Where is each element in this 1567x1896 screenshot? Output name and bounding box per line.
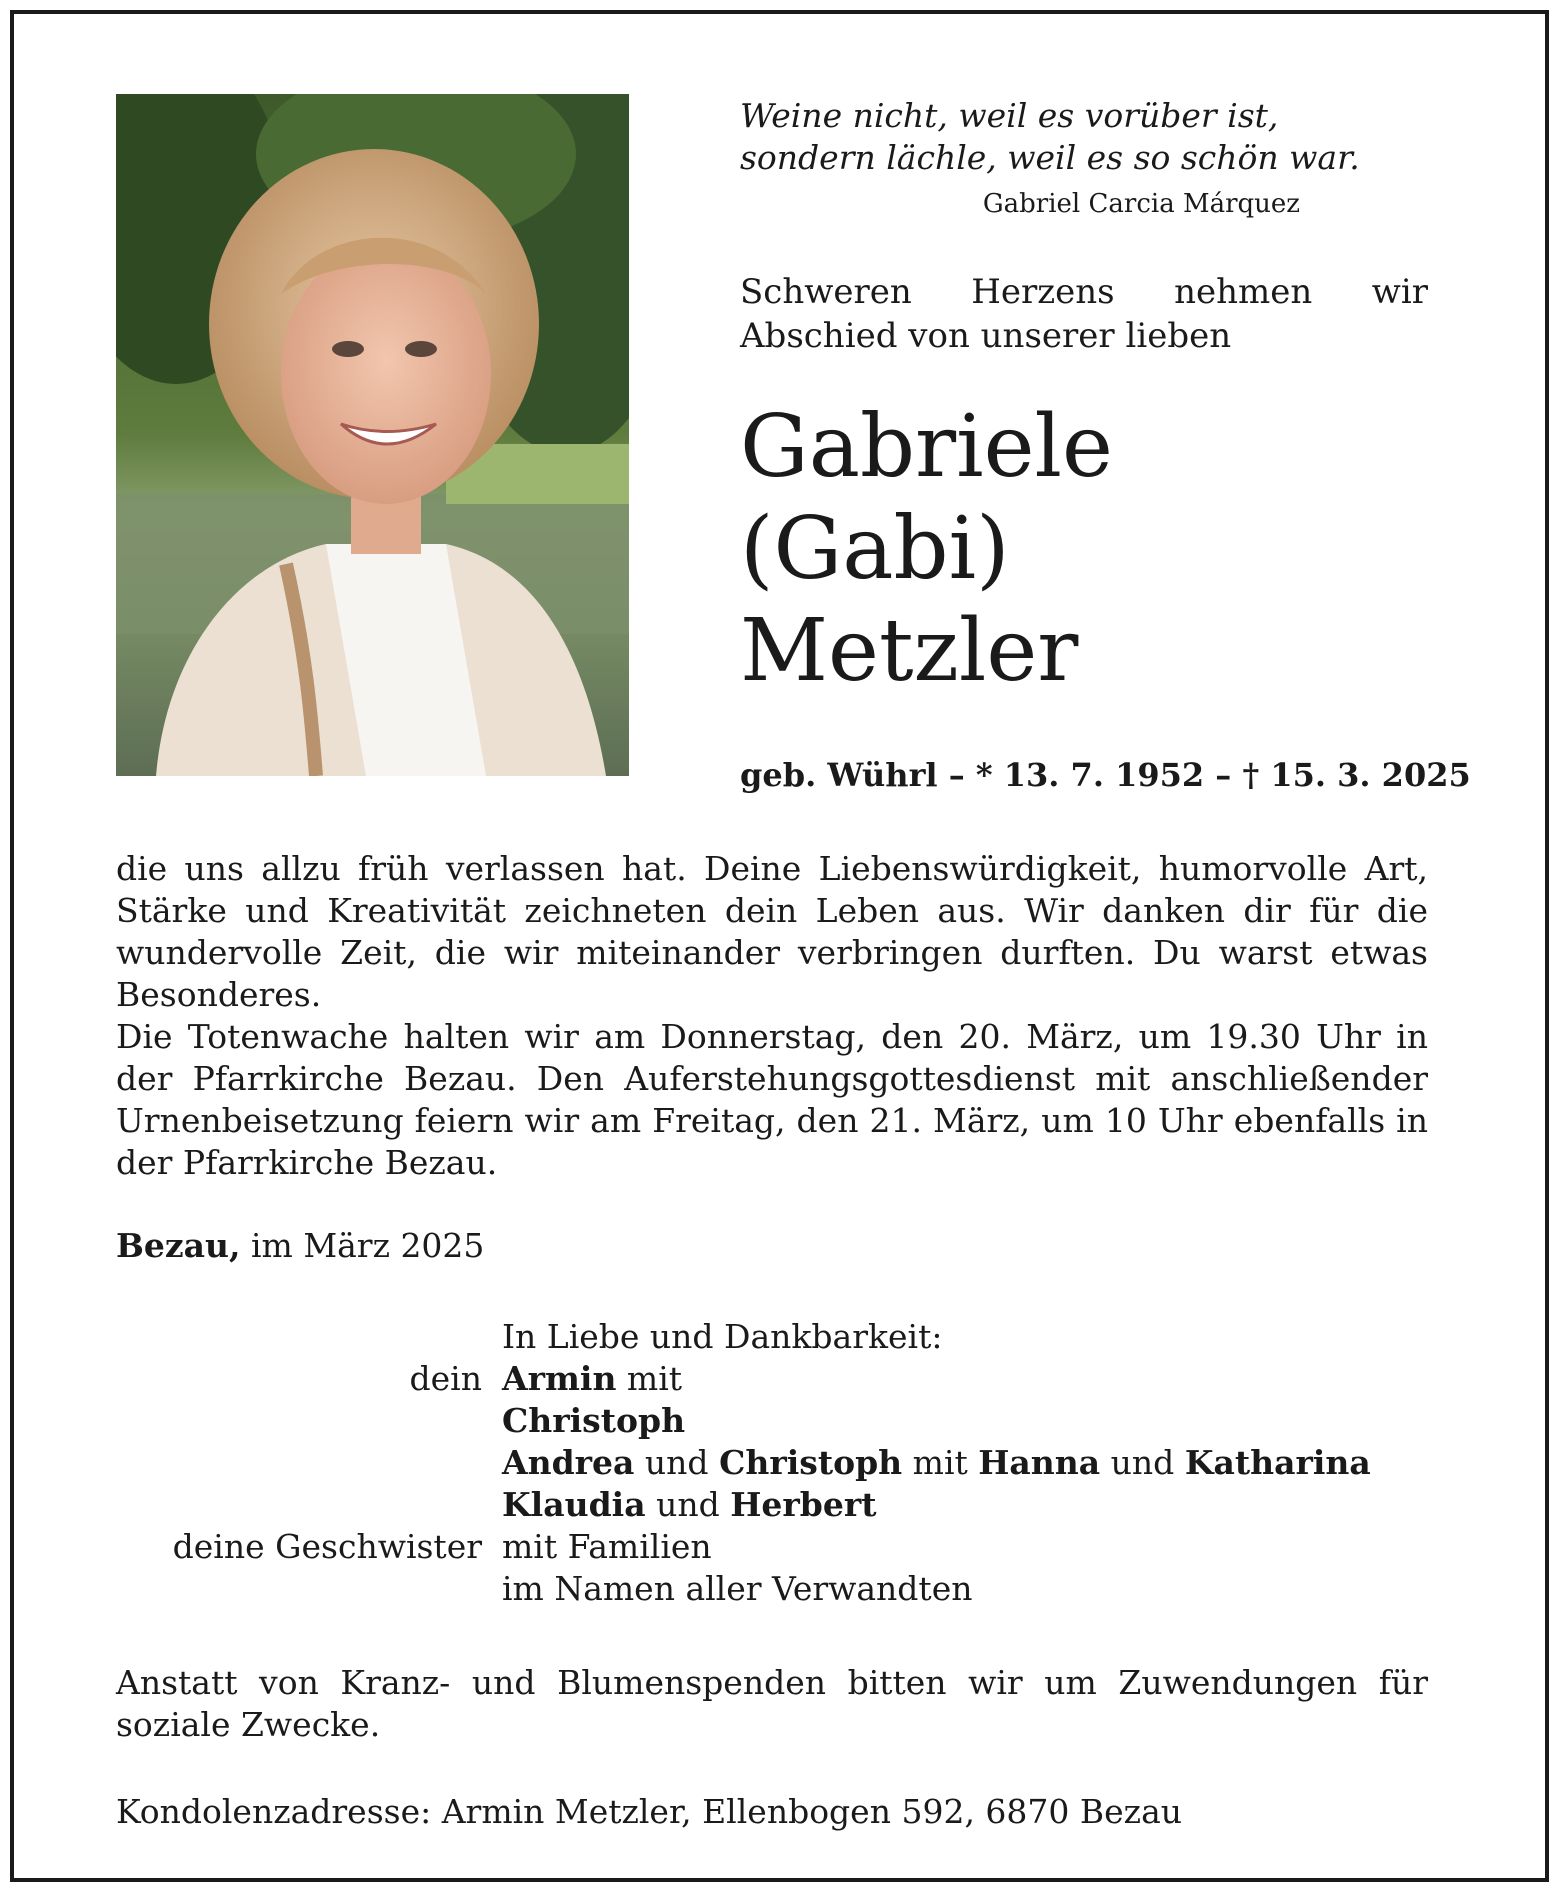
last-name: Metzler [740, 601, 1079, 701]
condolence-address: Kondolenzadresse: Armin Metzler, Ellenbogen 592, 6870 Bezau [116, 1792, 1182, 1831]
signer-name: Herbert [730, 1485, 877, 1524]
signers-block [116, 1316, 1428, 1610]
connector-text: mit [616, 1359, 683, 1398]
donation-note [116, 1662, 1428, 1746]
donation-line: Anstatt von Kranz- und Blumenspenden bitten wir um Zuwendungen für [116, 1663, 1428, 1702]
nickname: (Gabi) [740, 499, 1010, 599]
connector-text: und [645, 1485, 731, 1524]
donation-line: soziale Zwecke. [116, 1705, 381, 1744]
quote-block [740, 95, 1360, 219]
intro-line: Schweren Herzens nehmen wir [740, 272, 1428, 312]
connector-text: und [1100, 1443, 1185, 1482]
connector-text: mit [902, 1443, 979, 1482]
signer-relatives: im Namen aller Verwandten [502, 1569, 973, 1608]
signer-name: Christoph [719, 1443, 903, 1482]
label-dein: dein [409, 1359, 482, 1398]
intro-line: Abschied von unserer lieben [740, 316, 1232, 356]
portrait-illustration [116, 94, 629, 776]
first-name: Gabriele [740, 397, 1113, 497]
portrait-photo [116, 94, 629, 776]
signer-name: Katharina [1184, 1443, 1371, 1482]
signer-name: Hanna [978, 1443, 1101, 1482]
signer-name: Christoph [502, 1401, 686, 1440]
place-date [116, 1226, 484, 1265]
signer-name: Klaudia [502, 1485, 646, 1524]
quote-line: Weine nicht, weil es vorüber ist, [740, 96, 1279, 135]
signer-name: Armin [502, 1359, 617, 1398]
signer-name: Andrea [502, 1443, 635, 1482]
connector-text: und [634, 1443, 720, 1482]
place-town: Bezau, [116, 1226, 241, 1265]
body-paragraph: die uns allzu früh verlassen hat. Deine Liebenswürdigkeit, humorvolle Art, Stärke und Kreativität zeichneten dein Leben aus. Wir danken dir für die wundervolle Zeit, die wir miteinander verbringen durften. Du warst etwas Besonderes. [116, 849, 1428, 1014]
label-geschwister: deine Geschwister [172, 1527, 482, 1566]
body-text [116, 848, 1428, 1184]
quote-author: Gabriel Carcia Márquez [982, 189, 1300, 219]
body-paragraph: Die Totenwache halten wir am Donnerstag, den 20. März, um 19.30 Uhr in der Pfarrkirche Bezau. Den Auferstehungsgottesdienst mit anschließender Urnenbeisetzung feiern wir am Freitag, den 21. März, um 10 Uhr ebenfalls in der Pfarrkirche Bezau. [116, 1017, 1428, 1182]
life-dates: geb. Wührl – * 13. 7. 1952 – † 15. 3. 2025 [740, 756, 1471, 794]
place-date-text: im März 2025 [240, 1226, 485, 1265]
quote-line: sondern lächle, weil es so schön war. [740, 138, 1360, 177]
signers-heading: In Liebe und Dankbarkeit: [502, 1317, 943, 1356]
deceased-name [740, 396, 1113, 702]
signer-families: mit Familien [502, 1527, 712, 1566]
intro-text [740, 270, 1428, 358]
